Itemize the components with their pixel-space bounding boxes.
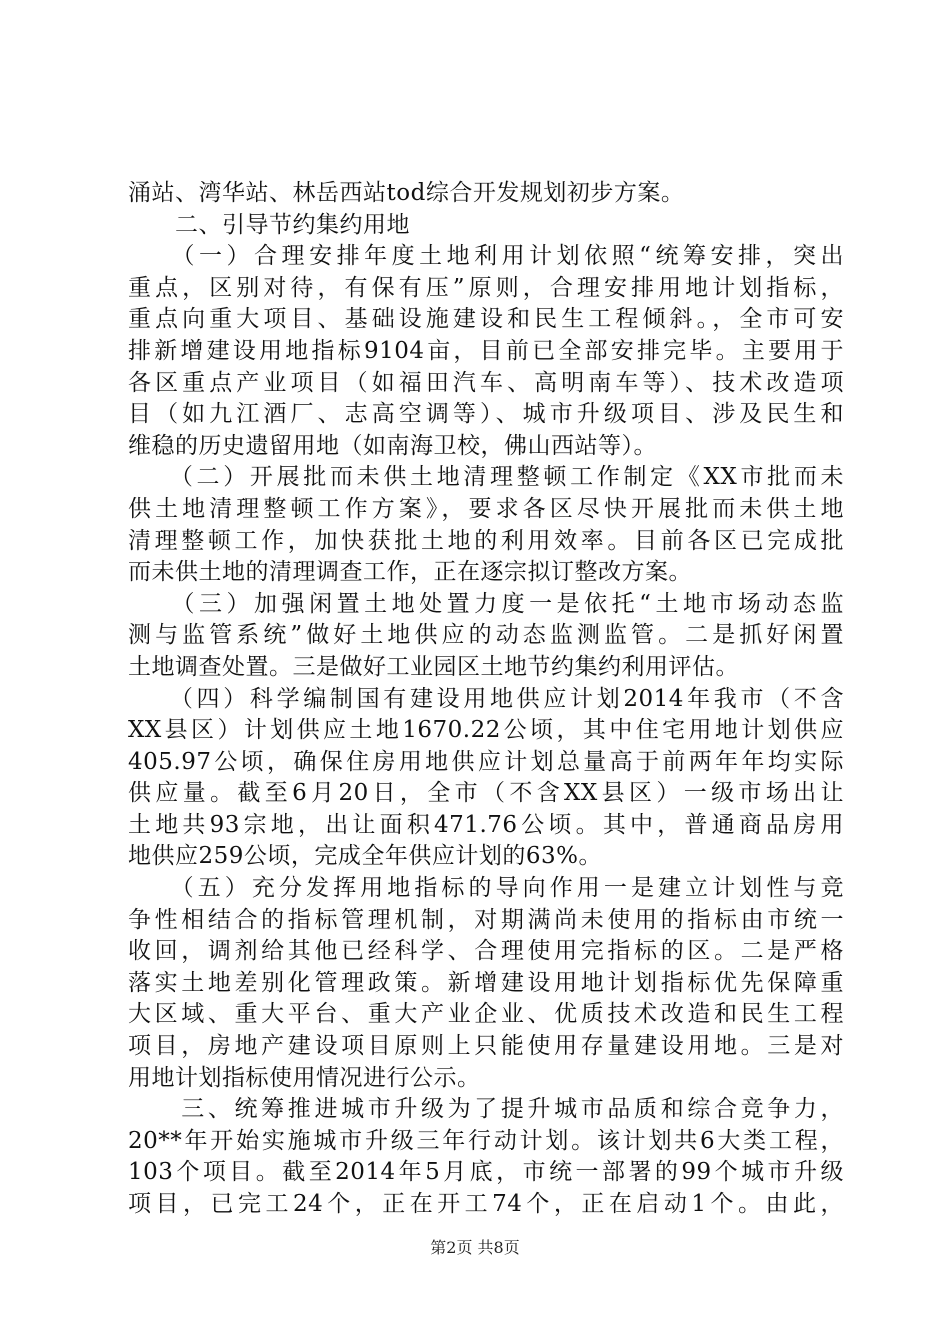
text-line: 项目，房地产建设项目原则上只能使用存量建设用地。三是对 xyxy=(128,1033,844,1060)
page-number-footer: 第2页 共8页 xyxy=(430,1238,520,1257)
text-line: 排新增建设用地指标9104亩，目前已全部安排完毕。主要用于 xyxy=(128,337,844,364)
text-line: 测与监管系统”做好土地供应的动态监测监管。二是抓好闲置 xyxy=(128,622,844,649)
text-line: 大区域、重大平台、重大产业企业、优质技术改造和民生工程 xyxy=(128,1001,844,1028)
text-line: （三）加强闲置土地处置力度一是依托“土地市场动态监 xyxy=(128,590,844,617)
text-line: 20**年开始实施城市升级三年行动计划。该计划共6大类工程， xyxy=(128,1127,844,1154)
text-line: 而未供土地的清理调查工作，正在逐宗拟订整改方案。 xyxy=(128,559,692,586)
document-body xyxy=(128,178,844,1221)
text-line: 收回，调剂给其他已经科学、合理使用完指标的区。二是严格 xyxy=(128,938,844,965)
section-heading: 三、统筹推进城市升级为了提升城市品质和综合竞争力， xyxy=(128,1096,844,1123)
text-line: 涌站、湾华站、林岳西站tod综合开发规划初步方案。 xyxy=(128,180,685,206)
text-line: （四）科学编制国有建设用地供应计划2014年我市（不含 xyxy=(128,685,844,712)
text-line: 103个项目。截至2014年5月底，市统一部署的99个城市升级 xyxy=(128,1159,844,1186)
text-line: （五）充分发挥用地指标的导向作用一是建立计划性与竞 xyxy=(128,875,844,902)
text-line: 清理整顿工作，加快获批土地的利用效率。目前各区已完成批 xyxy=(128,527,844,554)
text-line: 目（如九江酒厂、志高空调等）、城市升级项目、涉及民生和 xyxy=(128,401,844,428)
text-line: （二）开展批而未供土地清理整顿工作制定《XX市批而未 xyxy=(128,464,844,491)
text-line: XX县区）计划供应土地1670.22公顷，其中住宅用地计划供应 xyxy=(128,717,844,744)
text-line: （一）合理安排年度土地利用计划依照“统筹安排，突出 xyxy=(128,243,844,270)
text-line: 争性相结合的指标管理机制，对期满尚未使用的指标由市统一 xyxy=(128,906,844,933)
text-line: 405.97公顷，确保住房用地供应计划总量高于前两年年均实际 xyxy=(128,748,844,775)
text-line: 用地计划指标使用情况进行公示。 xyxy=(128,1064,481,1091)
text-line: 重点向重大项目、基础设施建设和民生工程倾斜。，全市可安 xyxy=(128,306,844,333)
text-line: 供应量。截至6月20日，全市（不含XX县区）一级市场出让 xyxy=(128,780,844,807)
text-line: 各区重点产业项目（如福田汽车、高明南车等）、技术改造项 xyxy=(128,369,844,396)
text-line: 维稳的历史遗留用地（如南海卫校，佛山西站等）。 xyxy=(128,432,657,459)
text-line: 供土地清理整顿工作方案》，要求各区尽快开展批而未供土地 xyxy=(128,495,844,522)
section-heading: 二、引导节约集约用地 xyxy=(128,211,410,238)
text-line: 落实土地差别化管理政策。新增建设用地计划指标优先保障重 xyxy=(128,969,844,996)
text-line: 地供应259公顷，完成全年供应计划的63%。 xyxy=(128,843,603,870)
text-line: 土地调查处置。三是做好工业园区土地节约集约利用评估。 xyxy=(128,653,739,680)
text-line: 土地共93宗地，出让面积471.76公顷。其中，普通商品房用 xyxy=(128,811,844,838)
text-line: 项目，已完工24个，正在开工74个，正在启动1个。由此， xyxy=(128,1191,844,1217)
text-line: 重点，区别对待，有保有压”原则，合理安排用地计划指标， xyxy=(128,274,844,301)
